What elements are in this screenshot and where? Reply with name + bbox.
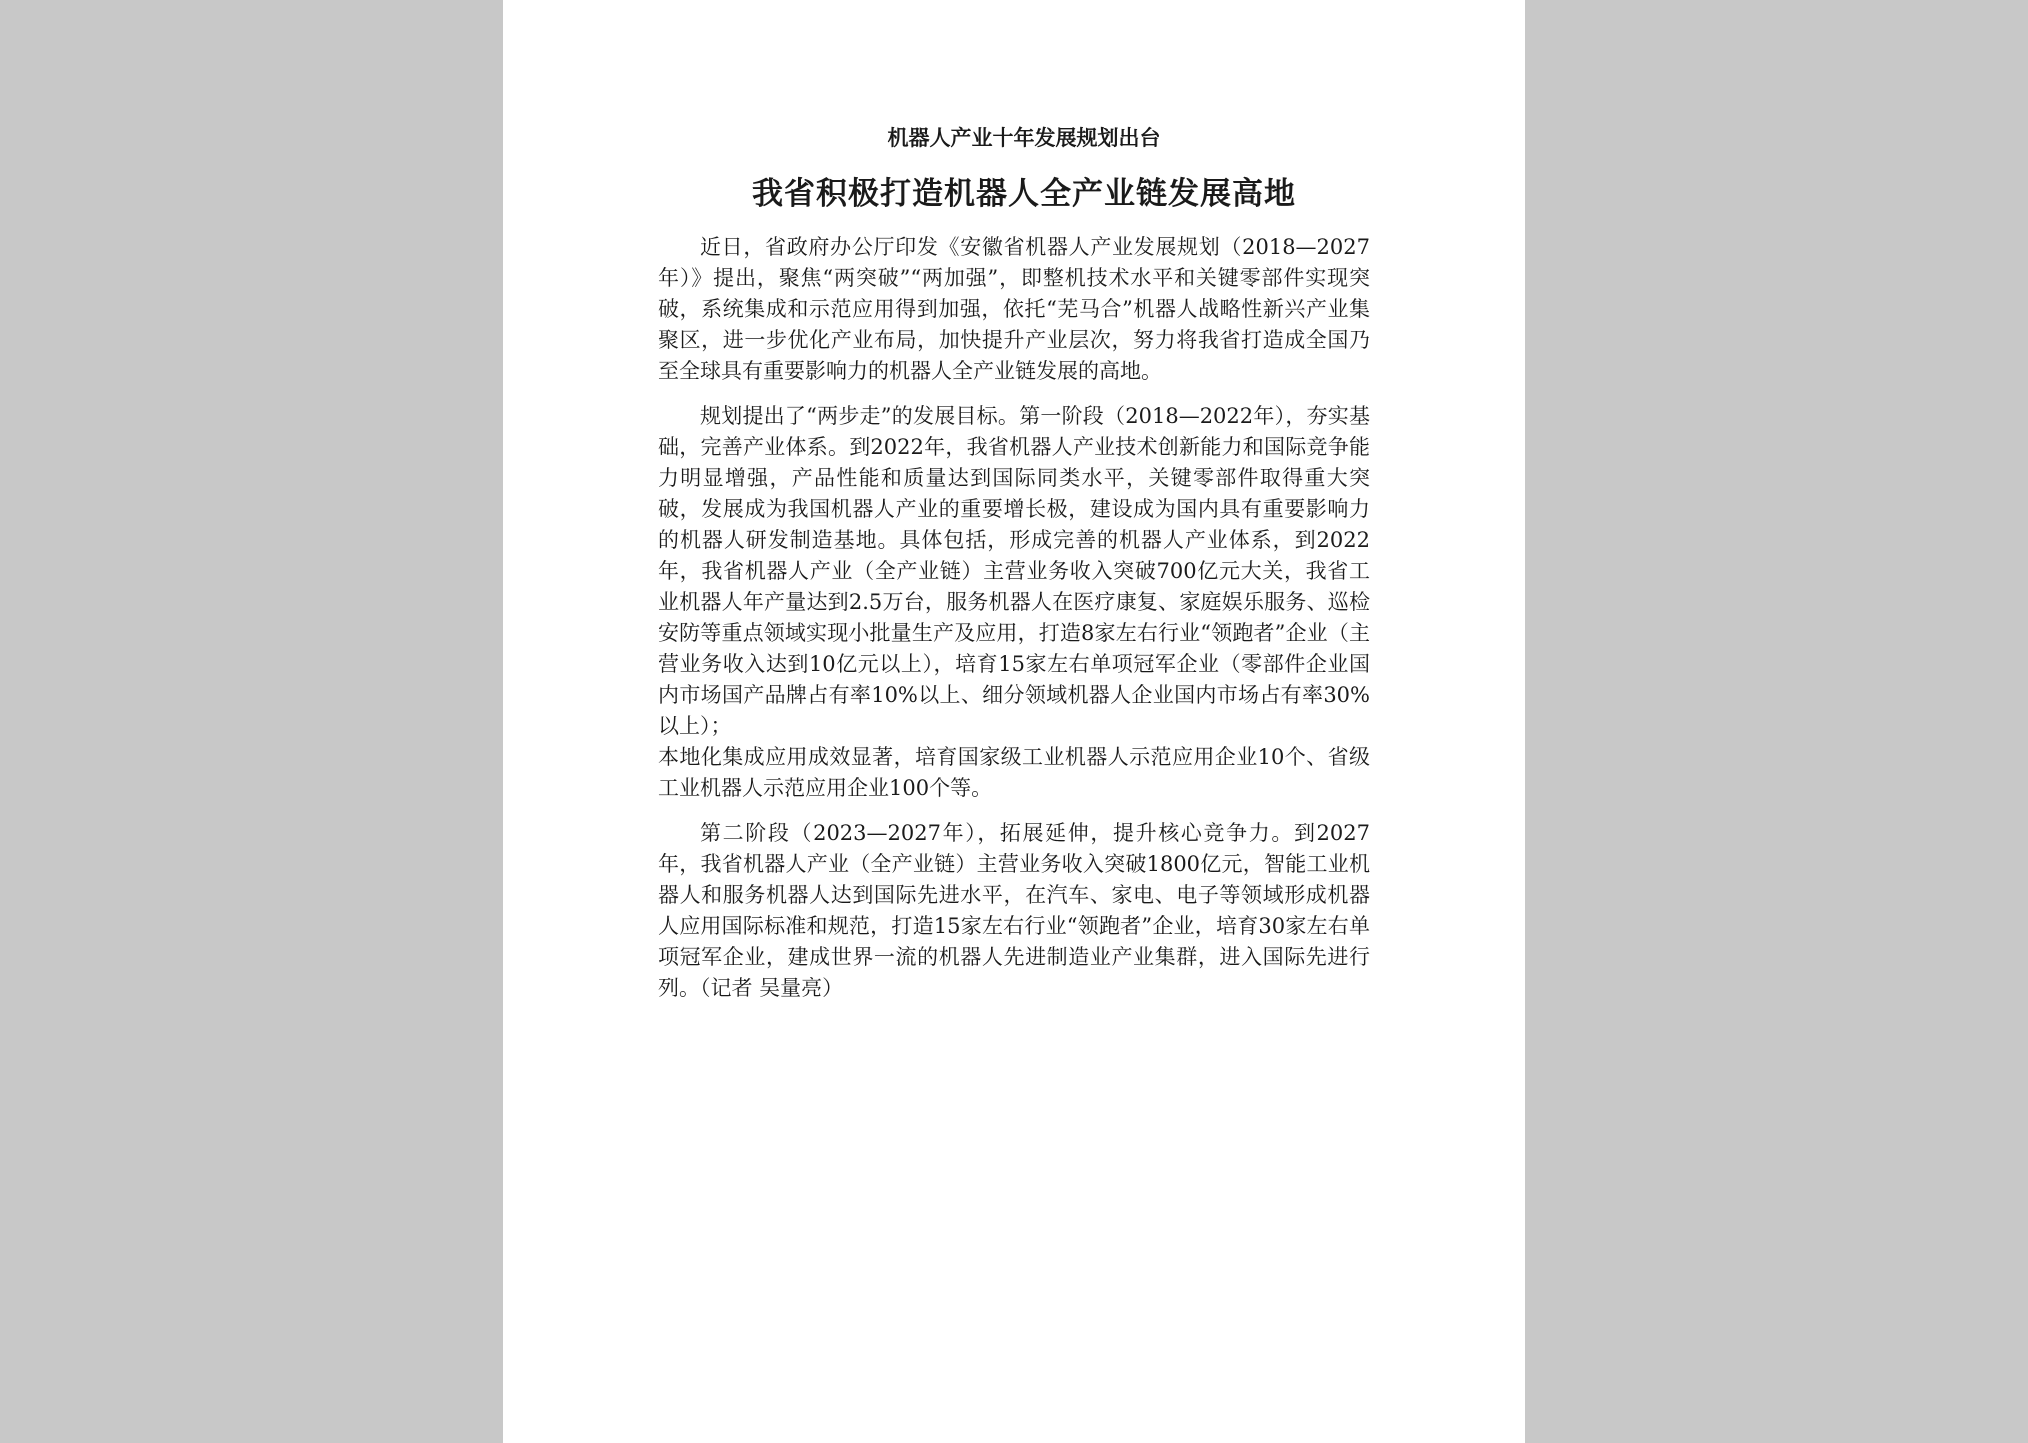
- paragraph-intro: 近日，省政府办公厅印发《安徽省机器人产业发展规划（2018—2027年）》提出，聚焦“两突破”“两加强”，即整机技术水平和关键零部件实现突破，系统集成和示范应用得到加强，依托“芜马合”机器人战略性新兴产业集聚区，进一步优化产业布局，加快提升产业层次，努力将我省打造成全国乃至全球具有重要影响力的机器人全产业链发展的高地。: [658, 235, 1370, 383]
- paragraph-phase-one-continued: 本地化集成应用成效显著，培育国家级工业机器人示范应用企业10个、省级工业机器人示范应用企业100个等。: [658, 745, 1370, 800]
- article-headline: 我省积极打造机器人全产业链发展高地: [752, 176, 1296, 212]
- article-kicker: 机器人产业十年发展规划出台: [887, 126, 1161, 150]
- document-page: [503, 0, 1525, 1443]
- article: [658, 118, 1390, 1018]
- paragraph-phase-one: 规划提出了“两步走”的发展目标。第一阶段（2018—2022年），夯实基础，完善产业体系。到2022年，我省机器人产业技术创新能力和国际竞争能力明显增强，产品性能和质量达到国际同类水平，关键零部件取得重大突破，发展成为我国机器人产业的重要增长极，建设成为国内具有重要影响力的机器人研发制造基地。具体包括，形成完善的机器人产业体系，到2022年，我省机器人产业（全产业链）主营业务收入突破700亿元大关，我省工业机器人年产量达到2.5万台，服务机器人在医疗康复、家庭娱乐服务、巡检安防等重点领域实现小批量生产及应用，打造8家左右行业“领跑者”企业（主营业务收入达到10亿元以上），培育15家左右单项冠军企业（零部件企业国内市场国产品牌占有率10%以上、细分领域机器人企业国内市场占有率30%以上）；: [658, 404, 1370, 738]
- paragraph-phase-two: 第二阶段（2023—2027年），拓展延伸，提升核心竞争力。到2027年，我省机器人产业（全产业链）主营业务收入突破1800亿元，智能工业机器人和服务机器人达到国际先进水平，在汽车、家电、电子等领域形成机器人应用国际标准和规范，打造15家左右行业“领跑者”企业，培育30家左右单项冠军企业，建成世界一流的机器人先进制造业产业集群，进入国际先进行列。（记者 吴量亮）: [658, 821, 1370, 1000]
